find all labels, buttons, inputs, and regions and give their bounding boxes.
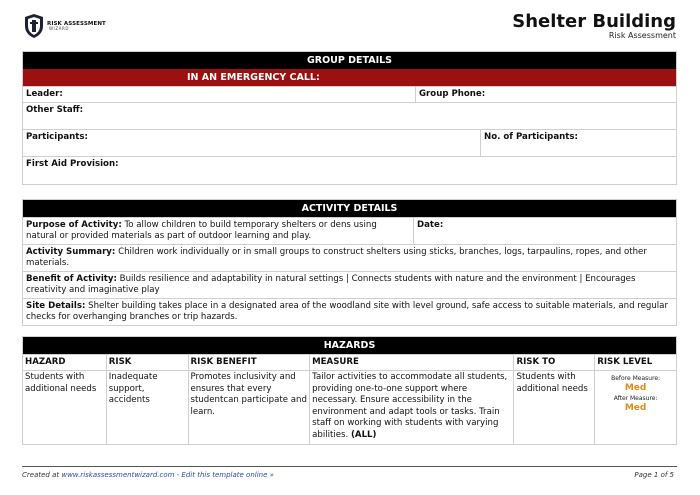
purpose-cell — [23, 218, 413, 244]
measure-cell — [309, 371, 513, 444]
col-risk-to: RISK TO — [513, 355, 594, 370]
risk-to-cell: Students with additional needs — [513, 371, 594, 444]
page-header — [22, 10, 678, 46]
risk-level-cell — [594, 371, 676, 444]
page-number: Page 1 of 5 — [634, 471, 674, 479]
page-footer — [22, 471, 677, 479]
brand-logo — [25, 14, 106, 38]
activity-details-heading: ACTIVITY DETAILS — [23, 200, 676, 217]
shield-logo-icon — [25, 14, 43, 38]
summary-cell — [23, 245, 676, 271]
site-text: Shelter building takes place in a designated area of the woodland site with level ground, safe access to suitable materials, and regular checks for overhanging branches or trip hazards. — [26, 301, 668, 322]
purpose-label: Purpose of Activity: — [26, 220, 122, 230]
col-hazard: HAZARD — [25, 357, 66, 367]
col-risk-level: RISK LEVEL — [594, 355, 676, 370]
measure-text: Tailor activities to accommodate all students, providing one-to-one support where necessary. Ensure accessibility in the environment and adapt tools or tasks. Train staff on working with students with varying abilities. — [312, 372, 508, 440]
before-measure-value: Med — [624, 383, 647, 393]
hazards-section — [22, 336, 677, 445]
footer-link[interactable]: www.riskassessmentwizard.com - Edit this template online » — [61, 471, 274, 479]
risk-cell: Inadequate support, accidents — [106, 371, 188, 444]
emergency-call-bar: IN AN EMERGENCY CALL: — [23, 69, 676, 86]
before-measure-label: Before Measure: — [611, 375, 661, 382]
first-aid-field[interactable]: First Aid Provision: — [26, 159, 119, 169]
benefit-label: Benefit of Activity: — [26, 274, 117, 284]
summary-text: Children work individually or in small groups to construct shelters using sticks, branches, logs, tarpaulins, ropes, and other materials. — [26, 247, 647, 268]
group-details-heading: GROUP DETAILS — [23, 52, 676, 69]
col-measure: MEASURE — [309, 355, 513, 370]
summary-label: Activity Summary: — [26, 247, 116, 257]
participants-field[interactable]: Participants: — [26, 132, 88, 142]
footer-divider — [22, 466, 677, 467]
col-risk-benefit: RISK BENEFIT — [188, 355, 310, 370]
purpose-text: To allow children to build temporary shelters or dens using natural or provided materials as part of outdoor learning and play. — [26, 220, 377, 241]
after-measure-label: After Measure: — [613, 395, 658, 402]
site-label: Site Details: — [26, 301, 86, 311]
col-risk: RISK — [106, 355, 188, 370]
hazard-cell: Students with additional needs — [25, 372, 97, 394]
hazards-heading: HAZARDS — [23, 337, 676, 354]
logo-line1: RISK ASSESSMENT — [47, 20, 106, 27]
footer-created-at: Created at — [22, 471, 60, 479]
table-row — [23, 370, 676, 444]
num-participants-field[interactable]: No. of Participants: — [480, 130, 676, 156]
date-field[interactable]: Date: — [413, 218, 676, 244]
activity-details-section — [22, 199, 677, 326]
hazards-table-header — [23, 354, 676, 370]
measure-tag: (ALL) — [351, 429, 377, 440]
benefit-text: Builds resilience and adaptability in natural settings | Connects students with nature and the environment | Encourages creativity and imaginative play — [26, 274, 636, 295]
site-cell — [23, 299, 676, 325]
group-phone-field[interactable]: Group Phone: — [415, 87, 676, 102]
after-measure-value: Med — [624, 403, 647, 413]
page-subtitle: Risk Assessment — [608, 31, 676, 40]
other-staff-field[interactable]: Other Staff: — [26, 105, 84, 115]
logo-line2: WIZARD — [49, 25, 70, 31]
group-details-section — [22, 51, 677, 185]
benefit-cell: Promotes inclusivity and ensures that every studentcan participate and learn. — [188, 371, 310, 444]
leader-field[interactable]: Leader: — [26, 89, 63, 99]
benefit-cell — [23, 272, 676, 298]
page-title: Shelter Building — [512, 11, 676, 32]
